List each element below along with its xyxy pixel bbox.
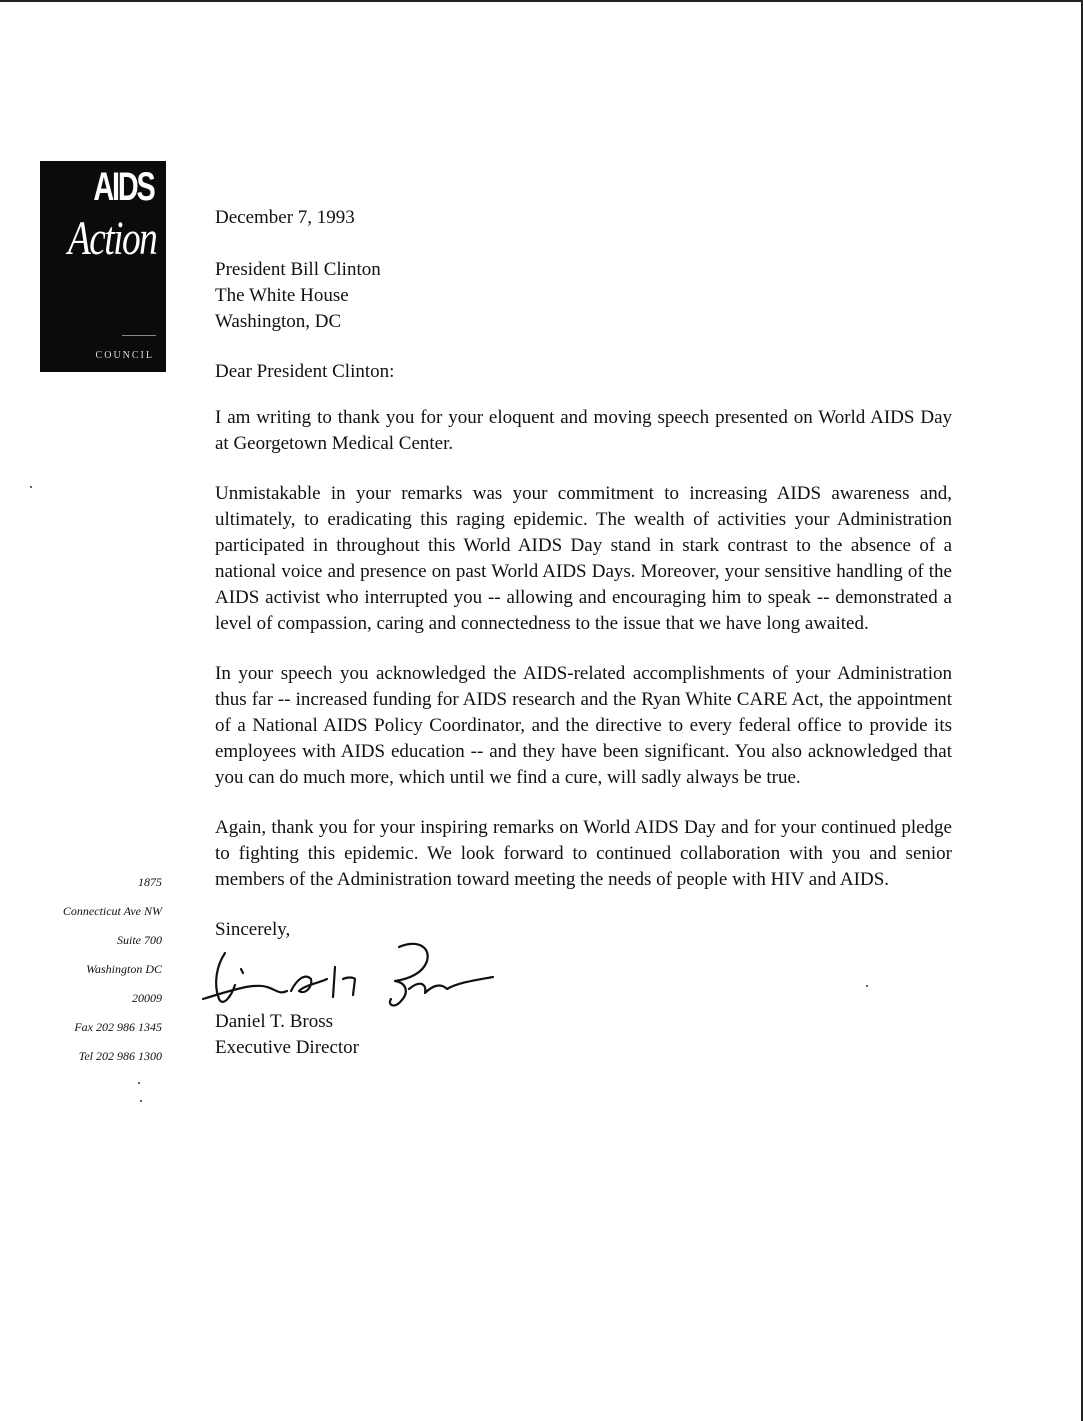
logo-word-council: COUNCIL — [95, 350, 154, 361]
logo-rule — [122, 335, 156, 336]
scan-speck — [30, 486, 32, 488]
postal-code: 20009 — [132, 991, 162, 1005]
closing: Sincerely, — [215, 919, 291, 940]
letter-date: December 7, 1993 — [215, 207, 355, 228]
address-line: Washington DC — [86, 962, 162, 976]
signer-name: Daniel T. Bross — [215, 1011, 334, 1032]
handwritten-signature — [195, 939, 505, 1011]
recipient-line: President Bill Clinton — [215, 259, 381, 280]
top-border — [0, 0, 1083, 2]
recipient-address — [215, 257, 952, 335]
paragraph: In your speech you acknowledged the AIDS-related accomplishments of your Administration thus far -- increased funding for AIDS research and the Ryan White CARE Act, the appointment of a National AIDS Policy Coordinator, and the directive to every federal office to provide its employees with AIDS education -- and they have been significant. You also acknowledged that you can do much more, which until we find a cure, will sadly always be true. — [215, 663, 952, 788]
recipient-line: The White House — [215, 285, 349, 306]
address-line: Connecticut Ave NW — [62, 904, 162, 918]
scan-speck — [140, 1100, 142, 1102]
logo-word-action: Action — [67, 212, 156, 265]
address-line: Suite 700 — [117, 933, 162, 947]
signer-title: Executive Director — [215, 1037, 360, 1058]
letter-body — [215, 205, 952, 1061]
paragraph: Again, thank you for your inspiring remarks on World AIDS Day and for your continued pledge to fighting this epidemic. We look forward to continued collaboration with you and senior members of the Administration toward meeting the needs of people with HIV and AIDS. — [215, 817, 952, 890]
recipient-line: Washington, DC — [215, 311, 342, 332]
salutation: Dear President Clinton: — [215, 361, 395, 382]
phone-number: Tel 202 986 1300 — [78, 1049, 162, 1063]
sidebar-address — [10, 868, 162, 1071]
paragraph: I am writing to thank you for your eloquent and moving speech presented on World AIDS Day at Georgetown Medical Center. — [215, 407, 952, 454]
fax-number: Fax 202 986 1345 — [74, 1020, 162, 1034]
logo-word-aids: AIDS — [93, 165, 154, 209]
scan-speck — [866, 985, 868, 987]
paragraph: Unmistakable in your remarks was your commitment to increasing AIDS awareness and, ultimately, to eradicating this raging epidemic. The wealth of activities your Administration participated in throughout this World AIDS Day stand in stark contrast to the absence of a national voice and presence on past World AIDS Days. Moreover, your sensitive handling of the AIDS activist who interrupted you -- allowing and encouraging him to speak -- demonstrated a level of compassion, caring and connectedness to the issue that we have long awaited. — [215, 483, 952, 634]
aids-action-council-logo — [40, 161, 166, 372]
address-line: 1875 — [138, 875, 162, 889]
scan-speck — [138, 1082, 140, 1084]
